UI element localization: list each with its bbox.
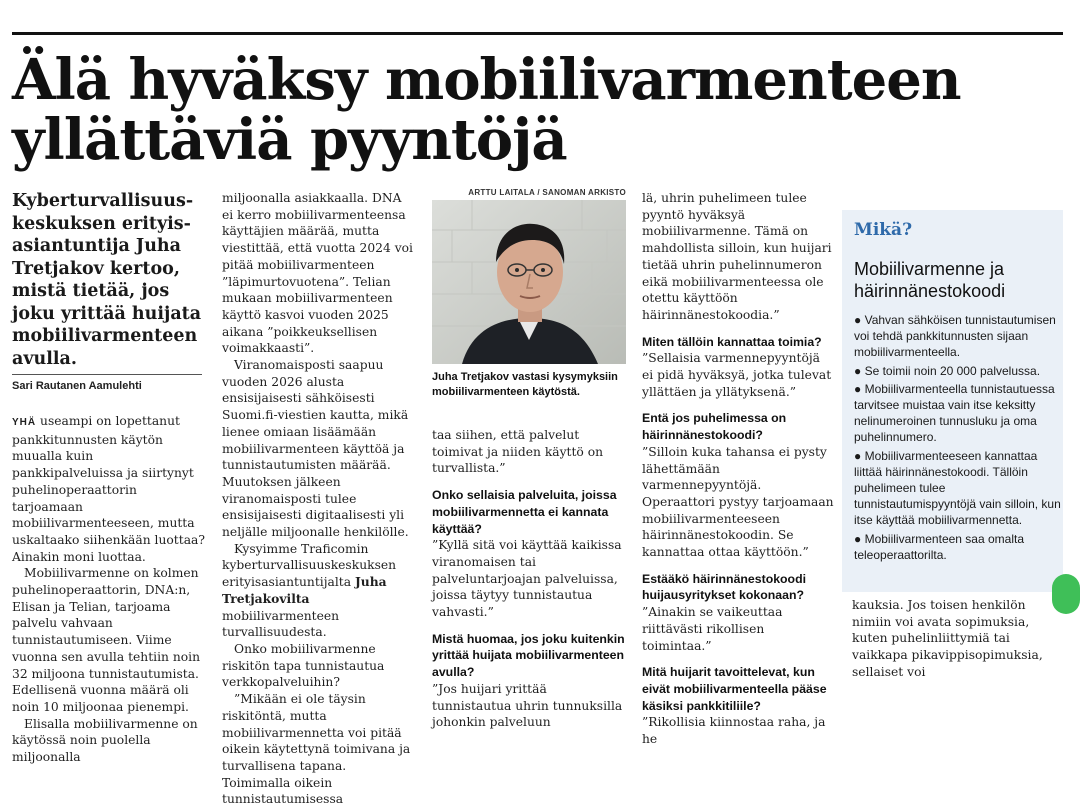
interview-answer: ”Kyllä sitä voi käyttää kaikissa viranomaisen tai palveluntarjoajan palveluissa, joissa täytyy tunnistautua vahvasti.” <box>432 538 622 620</box>
factbox-bullet: ● Se toimii noin 20 000 palvelussa. <box>854 363 1041 378</box>
body-paragraph: Viranomaisposti saapuu vuoden 2026 alusta ensisijaisesti sähköisesti Suomi.fi-viestien kautta, mikä lienee omiaan lisäämään mobiilivarmenteen käyttöä ja tunnistautumisten määrää. Muutoksen jälkeen viranomaisposti tulee ensisijaisesti digitaalisesti yli neljälle miljoonalle henkilölle. <box>222 358 409 540</box>
interview-answer: ”Jos huijari yrittää tunnistautua uhrin tunnuksilla johonkin palveluun <box>432 681 623 730</box>
body-paragraph: ”Mikään ei ole täysin riskitöntä, mutta mobiilivarmennetta voi pitää oikein käytettynä toimivana ja turvallisena tapana. Toimimalla oikein tunnistautumisessa <box>222 692 411 807</box>
photo-caption: Juha Tretjakov vastasi kysymyksiin mobiilivarmenteen käytöstä. <box>432 371 618 398</box>
factbox-title: Mobiilivarmenne ja häirinnänestokoodi <box>854 259 1006 301</box>
factbox-bullet: ● Mobiilivarmenteen saa omalta teleoperaattorilta. <box>854 531 1024 562</box>
body-paragraph: kauksia. Jos toisen henkilön nimiin voi avata sopimuksia, kuten puhelinliittymiä tai vaikkapa pikavippisopimuksia, sellaiset voi <box>852 598 1043 679</box>
person-name: Juha Tretjakovilta <box>222 574 387 606</box>
interview-answer: ”Ainakin se vaikeuttaa riittävästi rikollisen toimintaa.” <box>642 605 783 653</box>
body-text: Kysyimme Traficomin kyberturvallisuuskeskuksen erityisasiantuntijalta <box>222 541 397 590</box>
interview-answer: ”Rikollisia kiinnostaa raha, ja he <box>642 715 826 747</box>
headline: Älä hyväksy mobiilivarmenteen yllättäviä pyyntöjä <box>12 47 961 173</box>
photo-credit: ARTTU LAITALA / SANOMAN ARKISTO <box>468 188 626 197</box>
factbox-kicker: Mikä? <box>854 220 913 240</box>
interview-question: Mistä huomaa, jos joku kuitenkin yrittää huijata mobiilivarmenteen avulla? <box>432 631 625 680</box>
body-paragraph <box>222 541 416 641</box>
edge-decoration <box>1052 574 1080 614</box>
body-column-5 <box>852 597 1063 679</box>
body-text: useampi on lopettanut pankkitunnusten käytön muualla kuin pankkipalveluissa ja siirtynyt puhelinoperaattorin tarjoamaan mobiilivarmenteeseen, mutta uskaltaako siihenkään luottaa? Ainakin moni luottaa. <box>12 414 205 564</box>
interview-question: Entä jos puhelimessa on häirinnänestokoodi? <box>642 411 787 443</box>
body-column-3 <box>432 427 626 730</box>
portrait-illustration <box>432 200 626 364</box>
factbox-bullet: ● Mobiilivarmenteeseen kannattaa liittää häirinnänestokoodi. Tällöin puhelimeen tulee tunnistautumispyyntöjä vain silloin, kun itse käyttää mobiilivarmennetta. <box>854 448 1061 528</box>
body-paragraph: taa siihen, että palvelut toimivat ja niiden käyttö on turvallista.” <box>432 428 604 476</box>
body-paragraph: Mobiilivarmenne on kolmen puhelinoperaattorin, DNA:n, Elisan ja Telian, tarjoama palvelu vahvaan tunnistautumiseen. Viime vuonna sen avulla tehtiin noin 32 miljoona tunnistautumista. Edellisenä vuonna määrä oli noin 10 miljoonaa pienempi. <box>12 566 201 714</box>
interview-answer: ”Sellaisia varmennepyyntöjä ei pidä hyväksyä, jotka tulevat yllättäen ja yllätyksenä.” <box>642 351 832 399</box>
interview-question: Mitä huijarit tavoittelevat, kun eivät mobiilivarmenteella pääse käsiksi pankkitiliile? <box>642 665 827 713</box>
factbox-list <box>854 312 1063 563</box>
portrait-photo <box>432 200 626 364</box>
factbox-bullet: ● Mobiilivarmenteella tunnistautuessa tarvitsee muistaa vain itse keksitty nelinumeroinen tunnusluku ja oma puhelinnumero. <box>854 381 1055 445</box>
interview-question: Onko sellaisia palveluita, joissa mobiilivarmennetta ei kannata käyttää? <box>432 488 617 536</box>
top-rule <box>12 32 1063 35</box>
body-paragraph: Elisalla mobiilivarmenne on käytössä noin puolella miljoonalla <box>12 716 198 765</box>
body-paragraph <box>12 413 205 565</box>
body-text: mobiilivarmenteen turvallisuudesta. <box>222 608 340 640</box>
interview-answer: ”Silloin kuka tahansa ei pysty lähettämään varmennepyyntöjä. Operaattori pystyy tarjoamaan mobiilivarmenteeseen häirinnänestokoodin. Se kannattaa ottaa käyttöön.” <box>642 444 834 560</box>
byline: Sari Rautanen Aamulehti <box>12 374 202 392</box>
body-paragraph: Onko mobiilivarmenne riskitön tapa tunnistautua verkkopalveluihin? <box>222 641 385 690</box>
body-paragraph: miljoonalla asiakkaalla. DNA ei kerro mobiilivarmenteensa käyttäjien määrää, mutta viestittää, että vuotta 2024 voi pitää mobiilivarmenteen ”läpimurtovuotena”. Telian mukaan mobiilivarmenteen käyttö kasvoi vuoden 2025 aikana ”poikkeuksellisen voimakkaasti”. <box>222 191 413 356</box>
factbox <box>842 210 1063 592</box>
body-column-1 <box>12 413 205 765</box>
lede-word: YHÄ <box>12 417 37 428</box>
body-paragraph: lä, uhrin puhelimeen tulee pyyntö hyväksyä mobiilivarmenne. Tämä on mahdollista silloin, kun huijari tietää uhrin puhelinnumeron eikä mobiilivarmenteessa ole otettu käyttöön häirinnänestokoodia.” <box>642 191 832 322</box>
body-column-4 <box>642 190 834 747</box>
body-column-2 <box>222 190 416 807</box>
lead-paragraph: Kyberturvallisuuskeskuksen erityisasiantuntija Juha Tretjakov kertoo, mistä tietää, jos joku yrittää huijata mobiilivarmenteen avulla. <box>12 191 202 369</box>
interview-question: Miten tällöin kannattaa toimia? <box>642 334 822 349</box>
factbox-bullet: ● Vahvan sähköisen tunnistautumisen voi tehdä pankkitunnusten sijaan mobiilivarmenteella. <box>854 313 1056 360</box>
interview-question: Estääkö häirinnänestokoodi huijausyritykset kokonaan? <box>642 571 806 603</box>
